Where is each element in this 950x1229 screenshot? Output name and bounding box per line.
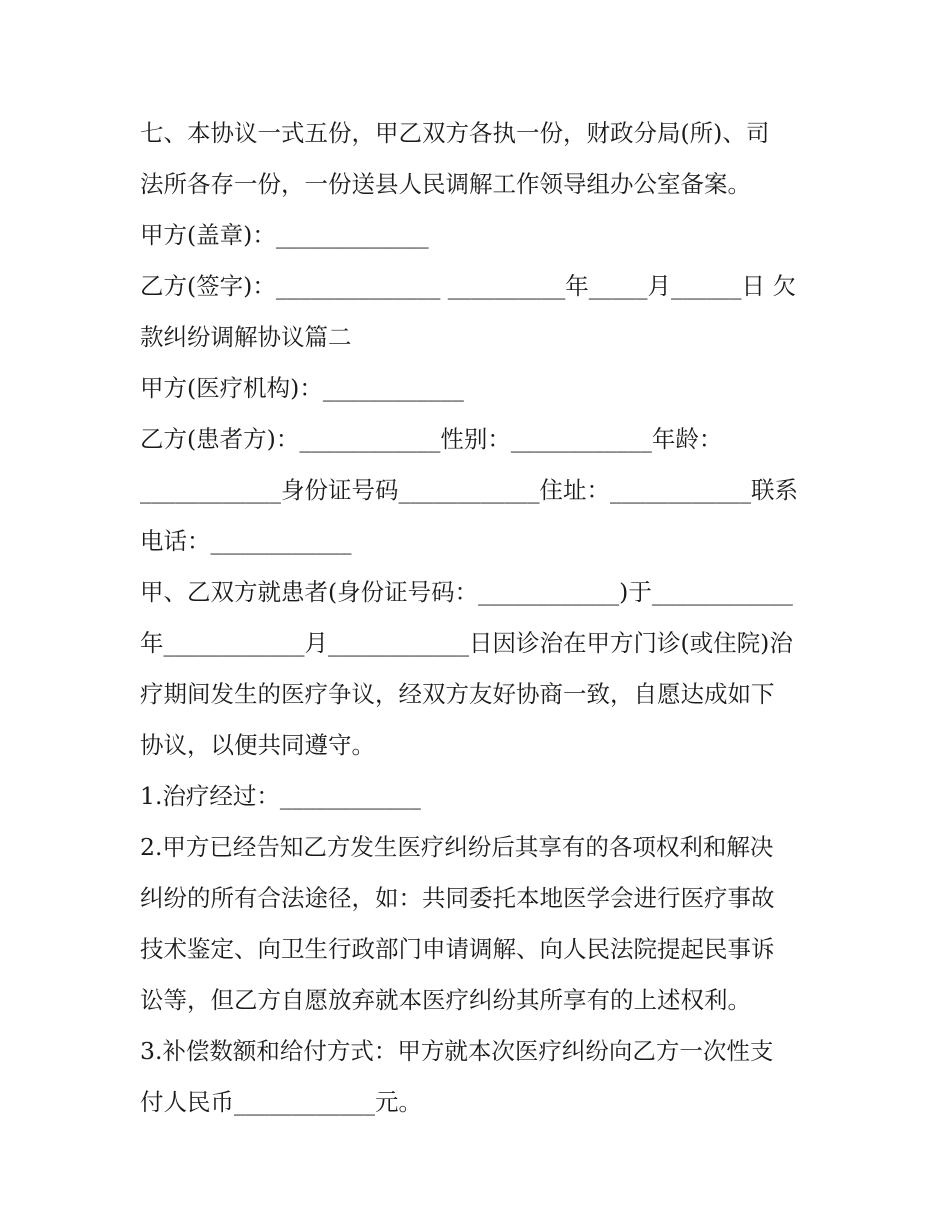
party-a-seal-line: 甲方(盖章)：_____________	[140, 221, 429, 249]
preamble-line-2: 年____________月____________日因诊治在甲方门诊(或住院)治	[140, 629, 793, 657]
section-title-line: 款纠纷调解协议篇二	[140, 323, 352, 351]
clause-seven-line-1: 七、本协议一式五份，甲乙双方各执一份，财政分局(所)、司	[140, 119, 770, 147]
party-b-patient-line: 乙方(患者方)：____________性别：____________年龄：	[140, 425, 723, 453]
preamble-line-3: 疗期间发生的医疗争议，经双方友好协商一致，自愿达成如下	[140, 680, 775, 708]
clause-seven-line-2: 法所各存一份，一份送县人民调解工作领导组办公室备案。	[140, 170, 751, 198]
party-b-signature-line: 乙方(签字)：______________ __________年_____月______日 欠	[140, 272, 797, 300]
preamble-line-1: 甲、乙双方就患者(身份证号码：____________)于____________	[140, 578, 793, 606]
item-2-line-2: 纠纷的所有合法途径，如：共同委托本地医学会进行医疗事故	[140, 884, 775, 912]
item-2-line-3: 技术鉴定、向卫生行政部门申请调解、向人民法院提起民事诉	[140, 935, 775, 963]
document-page	[140, 108, 820, 1128]
party-a-institution-line: 甲方(医疗机构)：____________	[140, 374, 464, 402]
item-2-line-4: 讼等，但乙方自愿放弃就本医疗纠纷其所享有的上述权利。	[140, 986, 751, 1014]
patient-details-line: ____________身份证号码____________住址：____________联系	[140, 476, 798, 504]
preamble-line-4: 协议，以便共同遵守。	[140, 731, 375, 759]
item-2-line-1: 2.甲方已经告知乙方发生医疗纠纷后其享有的各项权利和解决	[140, 833, 774, 861]
item-1-line: 1.治疗经过：____________	[140, 782, 421, 810]
item-3-line-1: 3.补偿数额和给付方式：甲方就本次医疗纠纷向乙方一次性支	[140, 1037, 774, 1065]
item-3-line-2: 付人民币____________元。	[140, 1088, 422, 1116]
phone-line: 电话：____________	[140, 527, 352, 555]
